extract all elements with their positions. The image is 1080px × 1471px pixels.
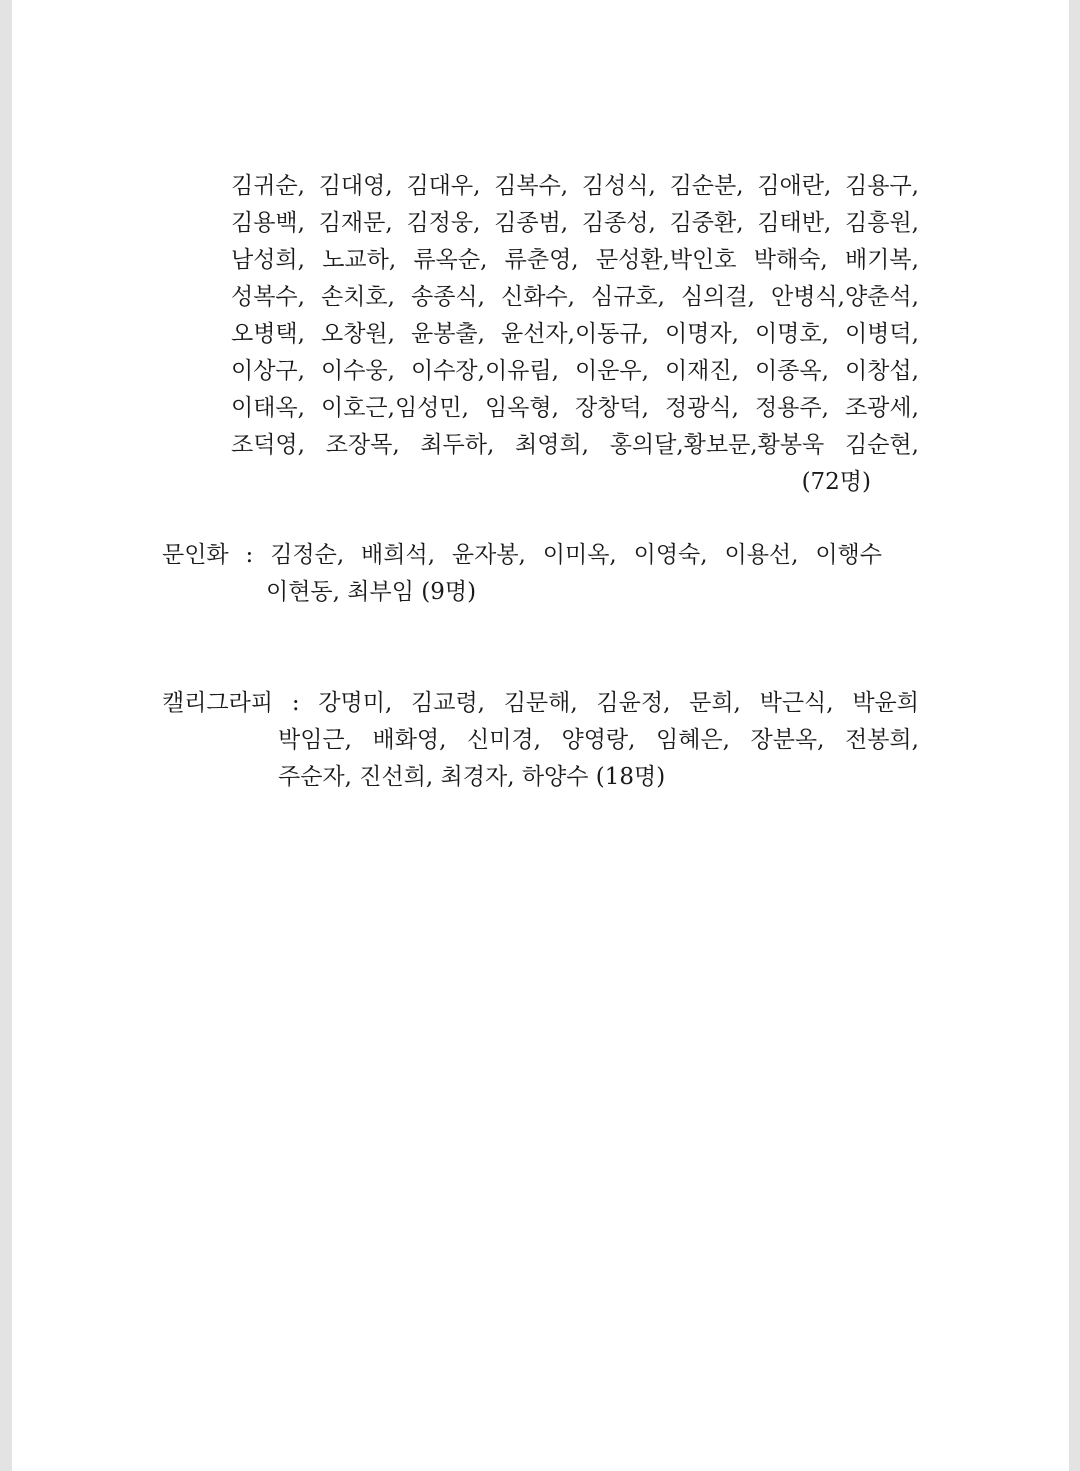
text-token: 성복수, [231, 284, 305, 310]
text-token: 김순현, [844, 432, 919, 458]
text-token: : [245, 542, 254, 568]
text-token: 박윤희 [852, 690, 919, 716]
text-token: 이행수 [815, 542, 882, 568]
text-token: 김대우, [406, 173, 481, 199]
text-token: 최영희, [515, 432, 589, 458]
names-line [231, 390, 919, 427]
text-token: 김대영, [318, 173, 393, 199]
text-token: 김정웅, [406, 210, 481, 236]
text-token: 홍의달,황보문,황봉욱 [609, 432, 825, 458]
text-token: 양영랑, [561, 727, 636, 753]
text-token: 김재문, [318, 210, 393, 236]
text-token: 김종범, [494, 210, 569, 236]
text-token: 이용선, [724, 542, 799, 568]
text-token: 이호근,임성민, [321, 395, 469, 421]
text-token: 김문해, [503, 690, 578, 716]
text-token: 이수장,이유림, [411, 358, 559, 384]
calligraphy-line-1 [162, 685, 919, 722]
text-token: 김용백, [231, 210, 305, 236]
text-token: 김순분, [669, 173, 744, 199]
text-token: 김교령, [411, 690, 485, 716]
munin-section [162, 537, 882, 611]
text-token: 캘리그라피 [162, 690, 274, 716]
text-token: 김용구, [845, 173, 919, 199]
names-count: (72명) [801, 469, 871, 495]
names-line [231, 242, 919, 279]
text-token: 이태옥, [231, 395, 305, 421]
names-line [231, 168, 919, 205]
text-token: 박근식, [759, 690, 834, 716]
calligraphy-line-3: 주순자, 진선희, 최경자, 하양수 (18명) [278, 764, 666, 790]
text-token: 임옥형, [484, 395, 559, 421]
text-token: 윤자봉, [451, 542, 526, 568]
text-token: 임혜은, [656, 727, 730, 753]
text-token: 이병덕, [844, 321, 919, 347]
text-token: 남성희, [231, 247, 305, 273]
text-token: 조덕영, [231, 432, 305, 458]
text-token: 류옥순, [413, 247, 488, 273]
text-token: 심의걸, [681, 284, 755, 310]
text-token: 심규호, [591, 284, 665, 310]
text-token: 조광세, [844, 395, 919, 421]
text-token: 김성식, [581, 173, 656, 199]
names-list [231, 168, 919, 501]
text-token: 김복수, [494, 173, 569, 199]
names-line [231, 279, 919, 316]
text-token: : [291, 690, 300, 716]
text-token: 이영숙, [633, 542, 708, 568]
text-token: 손치호, [321, 284, 395, 310]
names-line [231, 316, 919, 353]
text-token: 박임근, [278, 727, 352, 753]
calligraphy-section [162, 685, 919, 796]
text-token: 신미경, [467, 727, 541, 753]
text-token: 김정순, [270, 542, 345, 568]
names-line [231, 353, 919, 390]
text-token: 이명자, [664, 321, 739, 347]
text-token: 이명호, [754, 321, 829, 347]
text-token: 윤봉출, [411, 321, 485, 347]
text-token: 안병식,양춘석, [771, 284, 919, 310]
text-token: 김종성, [581, 210, 656, 236]
text-token: 최두하, [420, 432, 495, 458]
text-token: 배희석, [361, 542, 436, 568]
munin-line-2: 이현동, 최부임 (9명) [266, 579, 477, 605]
munin-line-1 [162, 537, 882, 574]
names-line [231, 427, 919, 464]
text-token: 조장목, [325, 432, 400, 458]
text-token: 신화수, [501, 284, 575, 310]
text-token: 정용주, [754, 395, 829, 421]
text-token: 박해숙, [753, 247, 828, 273]
text-token: 문성환,박인호 [595, 247, 737, 273]
calligraphy-line-2 [162, 722, 919, 759]
document-page [12, 0, 1069, 1471]
text-token: 강명미, [318, 690, 393, 716]
text-token: 오병택, [231, 321, 305, 347]
text-token: 오창원, [321, 321, 395, 347]
text-token: 김흥원, [845, 210, 919, 236]
text-token: 배화영, [372, 727, 447, 753]
text-token: 김윤정, [596, 690, 671, 716]
text-token: 장창덕, [574, 395, 649, 421]
text-token: 이미옥, [542, 542, 617, 568]
calligraphy-line-2-text [278, 722, 919, 759]
text-token: 문희, [689, 690, 741, 716]
text-token: 전봉희, [845, 727, 919, 753]
text-token: 이상구, [231, 358, 305, 384]
text-token: 윤선자,이동규, [501, 321, 649, 347]
text-token: 송종식, [411, 284, 485, 310]
text-token: 노교하, [322, 247, 397, 273]
text-token: 이운우, [574, 358, 649, 384]
text-token: 문인화 [162, 542, 229, 568]
text-token: 류춘영, [504, 247, 579, 273]
names-line [231, 205, 919, 242]
text-token: 이재진, [664, 358, 739, 384]
text-token: 김태반, [757, 210, 832, 236]
text-token: 김애란, [757, 173, 832, 199]
text-token: 정광식, [664, 395, 739, 421]
text-token: 이수웅, [321, 358, 395, 384]
text-token: 김귀순, [231, 173, 305, 199]
text-token: 배기복, [844, 247, 919, 273]
text-token: 장분옥, [750, 727, 825, 753]
text-token: 김중환, [669, 210, 744, 236]
text-token: 이종옥, [754, 358, 829, 384]
text-token: 이창섭, [844, 358, 919, 384]
